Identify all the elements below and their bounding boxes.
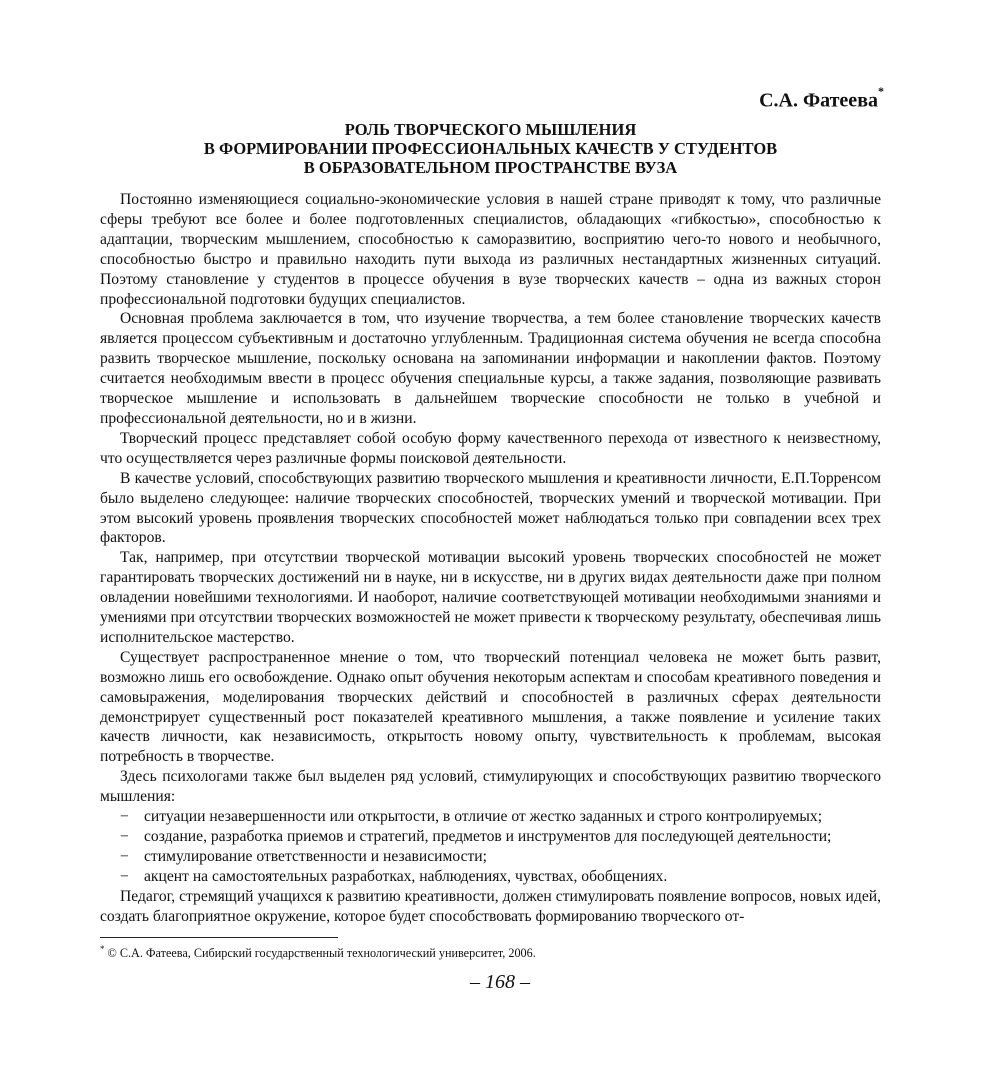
paragraph-7: Здесь психологами также был выделен ряд условий, стимулирующих и способствующих развитию творческого мышления: bbox=[100, 768, 881, 806]
footnote-divider bbox=[100, 937, 338, 938]
list-marker: − bbox=[120, 847, 129, 865]
paragraph-closing: Педагог, стремящий учащихся к развитию креативности, должен стимулировать появление вопросов, новых идей, создать благоприятное окружение, которое будет способствовать формированию творческого от- bbox=[100, 887, 881, 925]
list-marker: − bbox=[120, 808, 129, 826]
title-line-2: В ФОРМИРОВАНИИ ПРОФЕССИОНАЛЬНЫХ КАЧЕСТВ У СТУДЕНТОВ bbox=[203, 139, 778, 158]
paragraph-4: В качестве условий, способствующих развитию творческого мышления и креативности личности, Е.П.Торренсом было выделено следующее: наличие творческих способностей, творческих умений и творческой мотивации. При этом высокий уровень проявления творческих способностей может наблюдаться только при совпадении всех трех факторов. bbox=[100, 469, 881, 547]
paragraph-5: Так, например, при отсутствии творческой мотивации высокий уровень творческих способностей не может гарантировать творческих достижений ни в науке, ни в искусстве, ни в других видах деятельности даже при полном овладении новейшими технологиями. И наоборот, наличие соответствующей мотивации необходимыми знаниями и умениями при отсутствии творческих возможностей не может привести к творческому результату, обеспечивая лишь исполнительское мастерство. bbox=[100, 549, 881, 646]
footnote-text: © С.А. Фатеева, Сибирский государственный технологический университет, 2006. bbox=[104, 946, 536, 961]
list-item: − ситуации незавершенности или открытости, в отличие от жестко заданных и строго контролируемых; bbox=[120, 808, 823, 826]
footnote-mark: * bbox=[100, 944, 105, 954]
article-body bbox=[100, 190, 881, 927]
paragraph-1: Постоянно изменяющиеся социально-экономические условия в нашей стране приводят к тому, что различные сферы требуют все более и более подготовленных специалистов, обладающих «гибкостью», способностью к адаптации, творческим мышлением, способностью к саморазвитию, восприятию чего-то нового и необычного, способностью быстро и правильно находить пути выхода из различных нестандартных жизненных ситуаций. Поэтому становление у студентов в процессе обучения в вузе творческих качеств – одна из важных сторон профессиональной подготовки будущих специалистов. bbox=[100, 191, 881, 308]
article-title bbox=[100, 120, 881, 177]
page-number: – 168 – bbox=[470, 971, 530, 993]
paragraph-2: Основная проблема заключается в том, что изучение творчества, а тем более становление творческих качеств является процессом субъективным и достаточно углубленным. Традиционная система обучения не всегда способна развить творческое мышление, поскольку основана на запоминании информации и накоплении фактов. Поэтому считается необходимым ввести в процесс обучения специальные курсы, а также задания, позволяющие развивать творческое мышление и использовать в дальнейшем творческие способности не только в учебной и профессиональной деятельности, но и в жизни. bbox=[100, 310, 881, 427]
list-item: − создание, разработка приемов и стратегий, предметов и инструментов для последующей деятельности; bbox=[120, 828, 832, 845]
paragraph-6: Существует распространенное мнение о том, что творческий потенциал человека не может быть развит, возможно лишь его освобождение. Однако опыт обучения некоторым аспектам и способам креативного поведения и самовыражения, моделирования творческих действий и способностей в различных сферах деятельности демонстрирует существенный рост показателей креативного мышления, а также появление и усиление таких качеств личности, как независимость, открытость новому опыту, чувствительность к проблемам, высокая потребность в творчестве. bbox=[100, 648, 881, 766]
footnote bbox=[100, 944, 881, 961]
list-marker: − bbox=[120, 828, 129, 845]
title-line-3: В ОБРАЗОВАТЕЛЬНОМ ПРОСТРАНСТВЕ ВУЗА bbox=[303, 158, 678, 177]
paragraph-3: Творческий процесс представляет собой особую форму качественного перехода от известного к неизвестному, что осуществляется через различные формы поисковой деятельности. bbox=[100, 429, 881, 467]
conditions-list bbox=[100, 807, 881, 887]
list-marker: − bbox=[120, 867, 129, 885]
author-name: С.А. Фатеева* bbox=[759, 84, 884, 112]
list-item: − акцент на самостоятельных разработках, наблюдениях, чувствах, обобщениях. bbox=[120, 867, 668, 885]
author-footnote-mark: * bbox=[878, 84, 884, 98]
list-item: − стимулирование ответственности и независимости; bbox=[120, 847, 487, 865]
title-line-1: РОЛЬ ТВОРЧЕСКОГО МЫШЛЕНИЯ bbox=[344, 120, 637, 139]
